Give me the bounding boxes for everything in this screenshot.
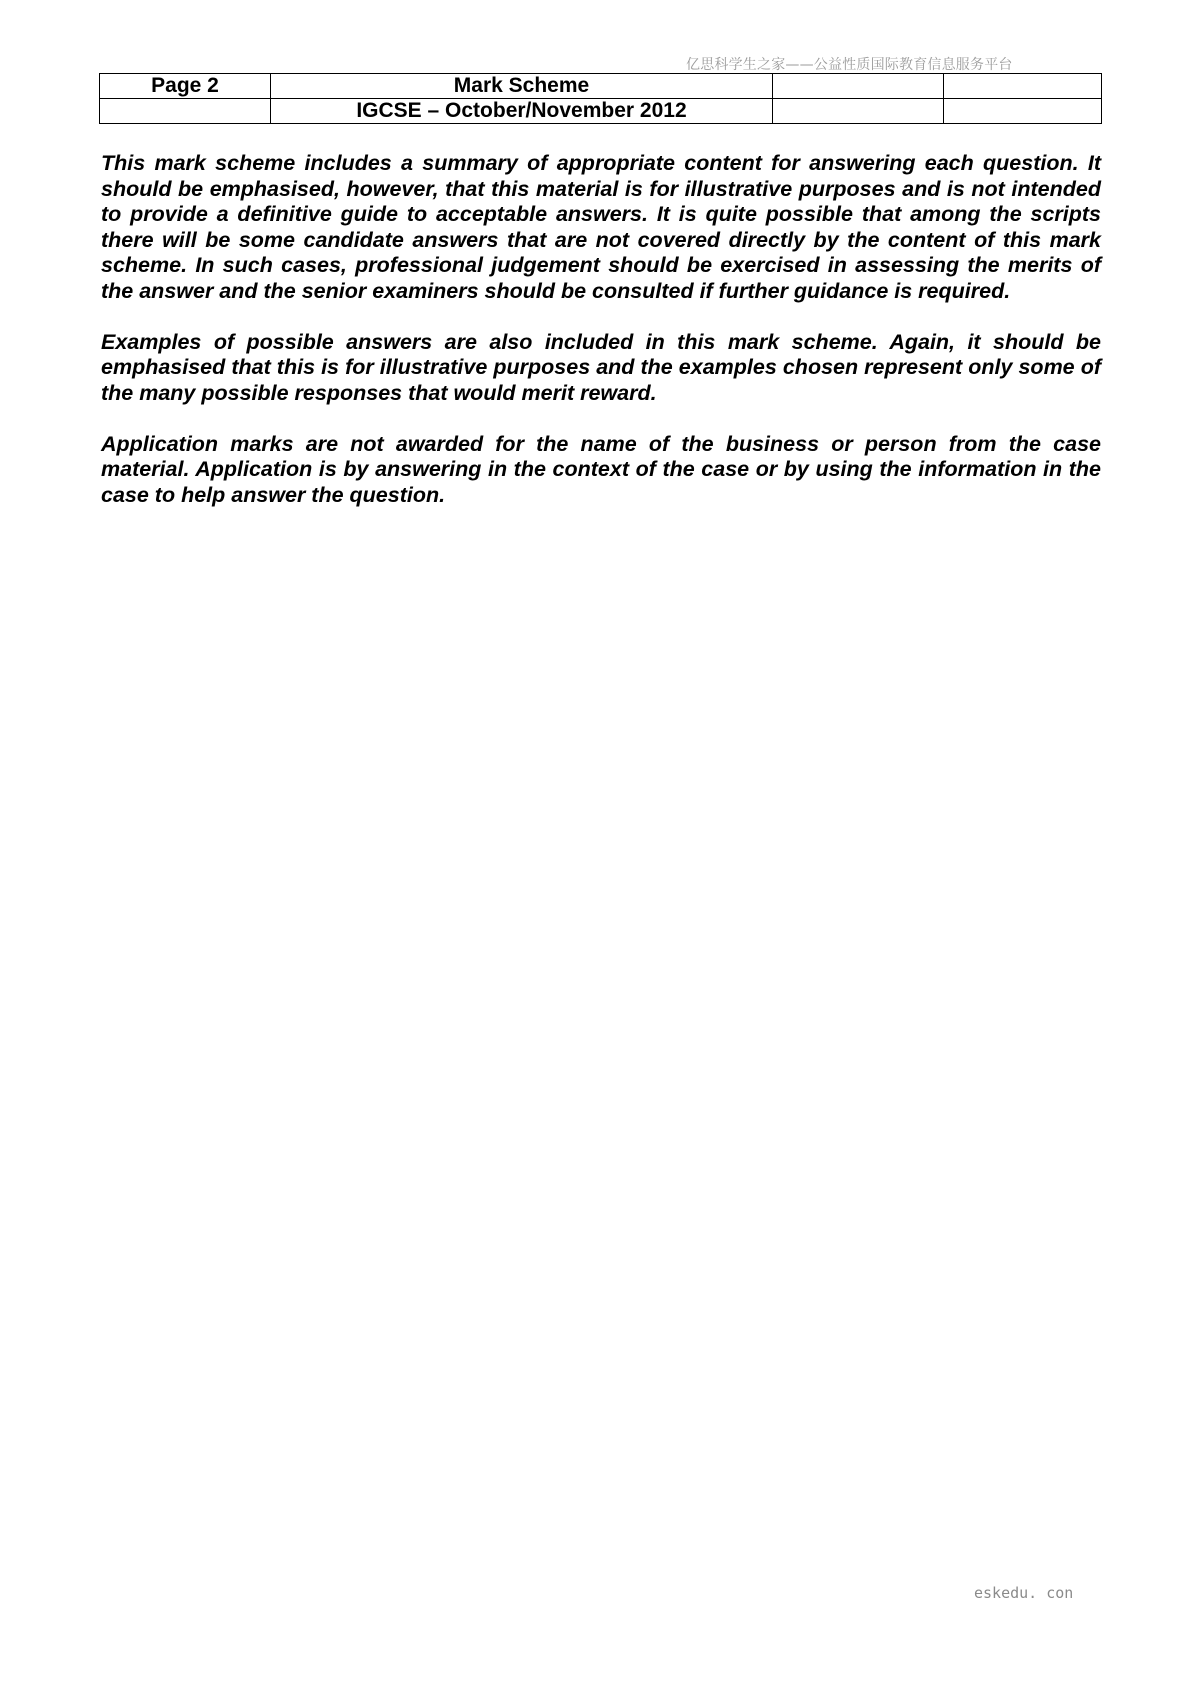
guidance-paragraph: Application marks are not awarded for the name of the business or person from the case material. Application is by answering in the context of the case or by using the information in the case to help answer the question.: [101, 431, 1101, 507]
header-blank-cell: [100, 99, 271, 124]
bottom-watermark: eskedu. con: [974, 1584, 1074, 1602]
header-blank-cell: [944, 74, 1102, 99]
top-watermark: 亿思科学生之家——公益性质国际教育信息服务平台: [686, 57, 1013, 73]
header-blank-cell: [773, 74, 944, 99]
header-blank-cell: [773, 99, 944, 124]
guidance-paragraph: This mark scheme includes a summary of appropriate content for answering each question. It should be emphasised, however, that this material is for illustrative purposes and is not intended to provide a definitive guide to acceptable answers. It is quite possible that among the scripts there will be some candidate answers that are not covered directly by the content of this mark scheme. In such cases, professional judgement should be exercised in assessing the merits of the answer and the senior examiners should be consulted if further guidance is required.: [101, 151, 1101, 303]
document-title-cell: Mark Scheme: [271, 74, 773, 99]
page-number-cell: Page 2: [100, 74, 271, 99]
header-row-1: [100, 74, 1102, 99]
header-blank-cell: [944, 99, 1102, 124]
header-row-2: [100, 99, 1102, 124]
mark-scheme-header-table: [99, 73, 1102, 124]
exam-session-cell: IGCSE – October/November 2012: [271, 99, 773, 124]
guidance-paragraph: Examples of possible answers are also included in this mark scheme. Again, it should be emphasised that this is for illustrative purposes and the examples chosen represent only some of the many possible responses that would merit reward.: [101, 329, 1101, 405]
mark-scheme-guidance: [101, 151, 1101, 534]
